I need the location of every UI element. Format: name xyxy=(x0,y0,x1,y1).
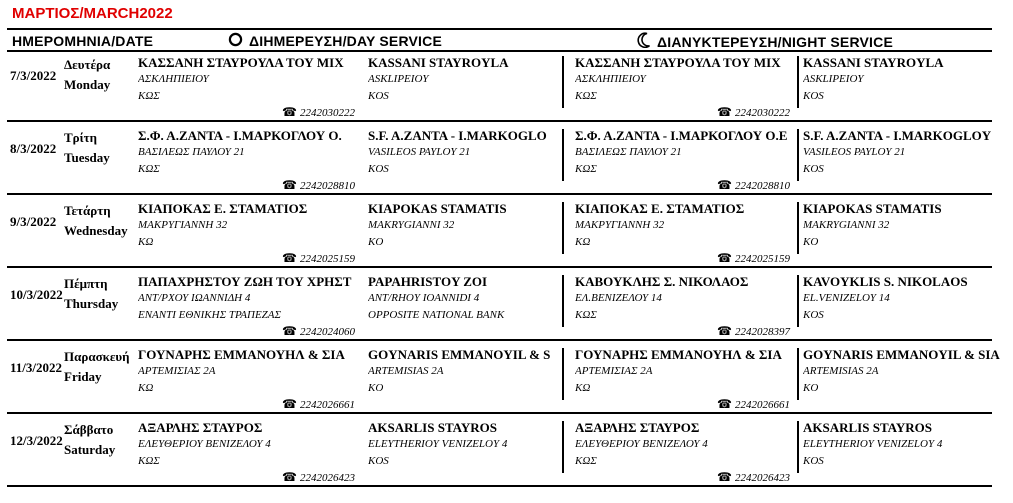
pharmacy-city: KO xyxy=(803,236,819,248)
pharmacy-address: ΑΣΚΛΗΠΙΕΙΟΥ xyxy=(138,73,209,85)
moon-icon xyxy=(637,32,651,53)
column-separator xyxy=(562,202,564,254)
row-day-english: Saturday xyxy=(64,442,116,457)
pharmacy-city: KOS xyxy=(803,90,824,102)
phone-number[interactable] xyxy=(282,470,355,485)
pharmacy-address: ΜΑΚΡΥΓΙΑΝΝΗ 32 xyxy=(575,219,665,231)
pharmacy-night-gr-block xyxy=(575,127,797,178)
pharmacy-name: AKSARLIS STAYROS xyxy=(803,420,932,435)
pharmacy-address: ELEYTHERIOY VENIZELOY 4 xyxy=(803,438,943,450)
pharmacy-city: KO xyxy=(803,382,819,394)
column-separator xyxy=(797,275,799,327)
row-day-english: Thursday xyxy=(64,296,119,311)
pharmacy-day-en-block xyxy=(368,127,573,178)
pharmacy-name: KASSANI STAYROYLA xyxy=(803,55,944,70)
pharmacy-night-gr-block xyxy=(575,346,797,397)
pharmacy-day-en-block xyxy=(368,273,573,324)
column-separator xyxy=(562,348,564,400)
phone-number-text: 2242026661 xyxy=(734,399,790,411)
pharmacy-address: VASILEOS PAYLOY 21 xyxy=(803,146,906,158)
pharmacy-night-en-block xyxy=(803,273,1008,324)
row-day-english: Tuesday xyxy=(64,150,110,165)
pharmacy-day-en-block xyxy=(368,54,573,105)
phone-number[interactable] xyxy=(282,397,355,412)
phone-number[interactable] xyxy=(717,470,790,485)
phone-number-text: 2242026423 xyxy=(734,472,790,484)
phone-number-text: 2242026661 xyxy=(299,399,355,411)
phone-number-text: 2242026423 xyxy=(299,472,355,484)
pharmacy-day-gr-block xyxy=(138,200,360,251)
phone-number-text: 2242028810 xyxy=(299,180,355,192)
pharmacy-night-gr-block xyxy=(575,200,797,251)
pharmacy-name: Σ.Φ. Α.ΖΑΝΤΑ - Ι.ΜΑΡΚΟΓΛΟΥ Ο.Ε xyxy=(575,128,788,143)
pharmacy-address: ΑΣΚΛΗΠΙΕΙΟΥ xyxy=(575,73,646,85)
pharmacy-city: ΚΩ xyxy=(138,382,154,394)
pharmacy-name: ΚΑΣΣΑΝΗ ΣΤΑΥΡΟΥΛΑ ΤΟΥ ΜΙΧ xyxy=(138,55,344,70)
phone-number[interactable] xyxy=(717,397,790,412)
pharmacy-address: ΒΑΣΙΛΕΩΣ ΠΑΥΛΟΥ 21 xyxy=(575,146,682,158)
pharmacy-name: Σ.Φ. Α.ΖΑΝΤΑ - Ι.ΜΑΡΚΟΓΛΟΥ Ο. xyxy=(138,128,342,143)
pharmacy-name: S.F. A.ZANTA - I.MARKOGLOY xyxy=(803,128,992,143)
row-rule xyxy=(7,266,992,268)
date-column-header xyxy=(12,33,153,49)
pharmacy-name: GOYNARIS EMMANOYIL & S xyxy=(368,347,551,362)
pharmacy-address: EL.VENIZELOY 14 xyxy=(803,292,890,304)
phone-number-text: 2242024060 xyxy=(299,326,355,338)
column-separator xyxy=(562,421,564,473)
pharmacy-city: ΚΩΣ xyxy=(138,90,160,102)
pharmacy-city: KO xyxy=(368,382,384,394)
pharmacy-address: ΕΛ.ΒΕΝΙΖΕΛΟΥ 14 xyxy=(575,292,662,304)
pharmacy-night-en-block xyxy=(803,419,1008,470)
column-separator xyxy=(562,275,564,327)
telephone-icon: ☎ xyxy=(282,105,297,119)
row-rule xyxy=(7,120,992,122)
telephone-icon: ☎ xyxy=(717,251,732,265)
pharmacy-day-en-block xyxy=(368,419,573,470)
row-rule xyxy=(7,412,992,414)
row-date: 9/3/2022 xyxy=(10,214,57,229)
phone-number[interactable] xyxy=(282,251,355,266)
telephone-icon: ☎ xyxy=(282,470,297,484)
pharmacy-address: ARTEMISIAS 2A xyxy=(803,365,879,377)
pharmacy-city: ΚΩΣ xyxy=(575,90,597,102)
pharmacy-name: KIAPOKAS STAMATIS xyxy=(368,201,507,216)
pharmacy-night-en-block xyxy=(803,200,1008,251)
date-column-header-label: ΗΜΕΡΟΜΗΝΙΑ/DATE xyxy=(12,33,154,49)
pharmacy-day-en-block xyxy=(368,200,573,251)
day-service-header xyxy=(228,32,442,52)
pharmacy-night-gr-block xyxy=(575,273,797,324)
column-separator xyxy=(797,348,799,400)
column-separator xyxy=(797,129,799,181)
telephone-icon: ☎ xyxy=(717,178,732,192)
row-day-english: Monday xyxy=(64,77,111,92)
column-separator xyxy=(562,129,564,181)
pharmacy-city: ΚΩΣ xyxy=(575,163,597,175)
phone-number-text: 2242028810 xyxy=(734,180,790,192)
phone-number-text: 2242030222 xyxy=(299,107,355,119)
phone-number-text: 2242025159 xyxy=(734,253,790,265)
telephone-icon: ☎ xyxy=(717,105,732,119)
telephone-icon: ☎ xyxy=(717,470,732,484)
pharmacy-city: ΚΩ xyxy=(138,236,154,248)
telephone-icon: ☎ xyxy=(282,178,297,192)
pharmacy-city: ΚΩΣ xyxy=(138,455,160,467)
row-date: 12/3/2022 xyxy=(10,433,63,448)
pharmacy-address: VASILEOS PAYLOY 21 xyxy=(368,146,471,158)
pharmacy-city: KOS xyxy=(368,163,389,175)
phone-number[interactable] xyxy=(282,324,355,339)
pharmacy-city: KOS xyxy=(803,163,824,175)
pharmacy-city: KO xyxy=(368,236,384,248)
phone-number[interactable] xyxy=(282,178,355,193)
phone-number[interactable] xyxy=(717,178,790,193)
pharmacy-name: ΚΑΒΟΥΚΛΗΣ Σ. ΝΙΚΟΛΑΟΣ xyxy=(575,274,749,289)
night-service-header-label: ΔΙΑΝΥΚΤΕΡΕΥΣΗ/NIGHT SERVICE xyxy=(657,34,893,50)
pharmacy-city: ΕΝΑΝΤΙ ΕΘΝΙΚΗΣ ΤΡΑΠΕΖΑΣ xyxy=(138,309,282,321)
row-rule xyxy=(7,485,992,487)
pharmacy-address: ELEYTHERIOY VENIZELOY 4 xyxy=(368,438,508,450)
pharmacy-city: ΚΩ xyxy=(575,382,591,394)
pharmacy-address: ARTEMISIAS 2A xyxy=(368,365,444,377)
row-day-greek: Παρασκευή xyxy=(64,349,130,364)
pharmacy-city: ΚΩΣ xyxy=(138,163,160,175)
row-date: 11/3/2022 xyxy=(10,360,63,375)
row-day-greek: Πέμπτη xyxy=(64,276,108,291)
pharmacy-name: KAVOYKLIS S. NIKOLAOS xyxy=(803,274,968,289)
pharmacy-name: ΚΑΣΣΑΝΗ ΣΤΑΥΡΟΥΛΑ ΤΟΥ ΜΙΧ xyxy=(575,55,781,70)
phone-number-text: 2242025159 xyxy=(299,253,355,265)
pharmacy-night-gr-block xyxy=(575,54,797,105)
pharmacy-night-en-block xyxy=(803,127,1008,178)
pharmacy-day-en-block xyxy=(368,346,573,397)
pharmacy-name: ΓΟΥΝΑΡΗΣ ΕΜΜΑΝΟΥΗΛ & ΣΙΑ xyxy=(138,347,345,362)
pharmacy-name: ΚΙΑΠΟΚΑΣ Ε. ΣΤΑΜΑΤΙΟΣ xyxy=(138,201,308,216)
pharmacy-city: KOS xyxy=(368,455,389,467)
row-day-greek: Σάββατο xyxy=(64,422,114,437)
pharmacy-night-gr-block xyxy=(575,419,797,470)
pharmacy-address: ΑΝΤ/ΡΧΟΥ ΙΩΑΝΝΙΔΗ 4 xyxy=(138,292,251,304)
column-separator xyxy=(562,56,564,108)
pharmacy-name: ΚΙΑΠΟΚΑΣ Ε. ΣΤΑΜΑΤΙΟΣ xyxy=(575,201,745,216)
telephone-icon: ☎ xyxy=(282,324,297,338)
row-day-greek: Δευτέρα xyxy=(64,57,111,72)
phone-number[interactable] xyxy=(717,324,790,339)
pharmacy-city: ΚΩ xyxy=(575,236,591,248)
header-top-rule xyxy=(7,28,992,30)
pharmacy-day-gr-block xyxy=(138,273,360,324)
pharmacy-address: ΑΡΤΕΜΙΣΙΑΣ 2Α xyxy=(138,365,216,377)
pharmacy-name: KASSANI STAYROYLA xyxy=(368,55,509,70)
pharmacy-address: ASKLIPEIOY xyxy=(803,73,864,85)
pharmacy-name: ΑΞΑΡΛΗΣ ΣΤΑΥΡΟΣ xyxy=(138,420,263,435)
telephone-icon: ☎ xyxy=(282,397,297,411)
row-day-english: Wednesday xyxy=(64,223,128,238)
pharmacy-address: ΕΛΕΥΘΕΡΙΟΥ ΒΕΝΙΖΕΛΟΥ 4 xyxy=(138,438,271,450)
pharmacy-name: AKSARLIS STAYROS xyxy=(368,420,497,435)
column-separator xyxy=(797,56,799,108)
row-day-english: Friday xyxy=(64,369,102,384)
row-date: 7/3/2022 xyxy=(10,68,57,83)
pharmacy-city: KOS xyxy=(368,90,389,102)
pharmacy-address: ΕΛΕΥΘΕΡΙΟΥ ΒΕΝΙΖΕΛΟΥ 4 xyxy=(575,438,708,450)
pharmacy-name: S.F. A.ZANTA - I.MARKOGLO xyxy=(368,128,547,143)
pharmacy-city: OPPOSITE NATIONAL BANK xyxy=(368,309,505,321)
row-rule xyxy=(7,339,992,341)
pharmacy-city: ΚΩΣ xyxy=(575,455,597,467)
pharmacy-address: MAKRYGIANNI 32 xyxy=(368,219,455,231)
pharmacy-night-en-block xyxy=(803,54,1008,105)
row-day-greek: Τετάρτη xyxy=(64,203,111,218)
phone-number-text: 2242030222 xyxy=(734,107,790,119)
pharmacy-name: PAPAHRISTOY ZOI xyxy=(368,274,488,289)
pharmacy-address: ΜΑΚΡΥΓΙΑΝΝΗ 32 xyxy=(138,219,228,231)
sun-icon xyxy=(228,32,243,52)
pharmacy-address: ASKLIPEIOY xyxy=(368,73,429,85)
pharmacy-night-en-block xyxy=(803,346,1008,397)
pharmacy-name: ΓΟΥΝΑΡΗΣ ΕΜΜΑΝΟΥΗΛ & ΣΙΑ xyxy=(575,347,782,362)
pharmacy-address: ΑΡΤΕΜΙΣΙΑΣ 2Α xyxy=(575,365,653,377)
page-title: ΜΑΡΤΙΟΣ/MARCH2022 xyxy=(12,5,173,22)
phone-number-text: 2242028397 xyxy=(734,326,790,338)
pharmacy-address: MAKRYGIANNI 32 xyxy=(803,219,890,231)
pharmacy-day-gr-block xyxy=(138,419,360,470)
pharmacy-day-gr-block xyxy=(138,127,360,178)
pharmacy-city: ΚΩΣ xyxy=(575,309,597,321)
night-service-header xyxy=(637,32,893,53)
row-date: 10/3/2022 xyxy=(10,287,63,302)
pharmacy-day-gr-block xyxy=(138,54,360,105)
pharmacy-name: ΠΑΠΑΧΡΗΣΤΟΥ ΖΩΗ ΤΟΥ ΧΡΗΣΤ xyxy=(138,274,352,289)
column-separator xyxy=(797,202,799,254)
pharmacy-name: KIAPOKAS STAMATIS xyxy=(803,201,942,216)
pharmacy-name: GOYNARIS EMMANOYIL & SIA xyxy=(803,347,1000,362)
row-rule xyxy=(7,193,992,195)
pharmacy-address: ΒΑΣΙΛΕΩΣ ΠΑΥΛΟΥ 21 xyxy=(138,146,245,158)
row-day-greek: Τρίτη xyxy=(64,130,98,145)
phone-number[interactable] xyxy=(717,251,790,266)
telephone-icon: ☎ xyxy=(717,397,732,411)
pharmacy-day-gr-block xyxy=(138,346,360,397)
pharmacy-name: ΑΞΑΡΛΗΣ ΣΤΑΥΡΟΣ xyxy=(575,420,700,435)
pharmacy-address: ANT/RHOY IOANNIDI 4 xyxy=(368,292,480,304)
pharmacy-city: KOS xyxy=(803,455,824,467)
row-date: 8/3/2022 xyxy=(10,141,57,156)
phone-number[interactable] xyxy=(717,105,790,120)
day-service-header-label: ΔΙΗΜΕΡΕΥΣΗ/DAY SERVICE xyxy=(249,33,442,49)
column-separator xyxy=(797,421,799,473)
telephone-icon: ☎ xyxy=(282,251,297,265)
phone-number[interactable] xyxy=(282,105,355,120)
telephone-icon: ☎ xyxy=(717,324,732,338)
pharmacy-city: KOS xyxy=(803,309,824,321)
